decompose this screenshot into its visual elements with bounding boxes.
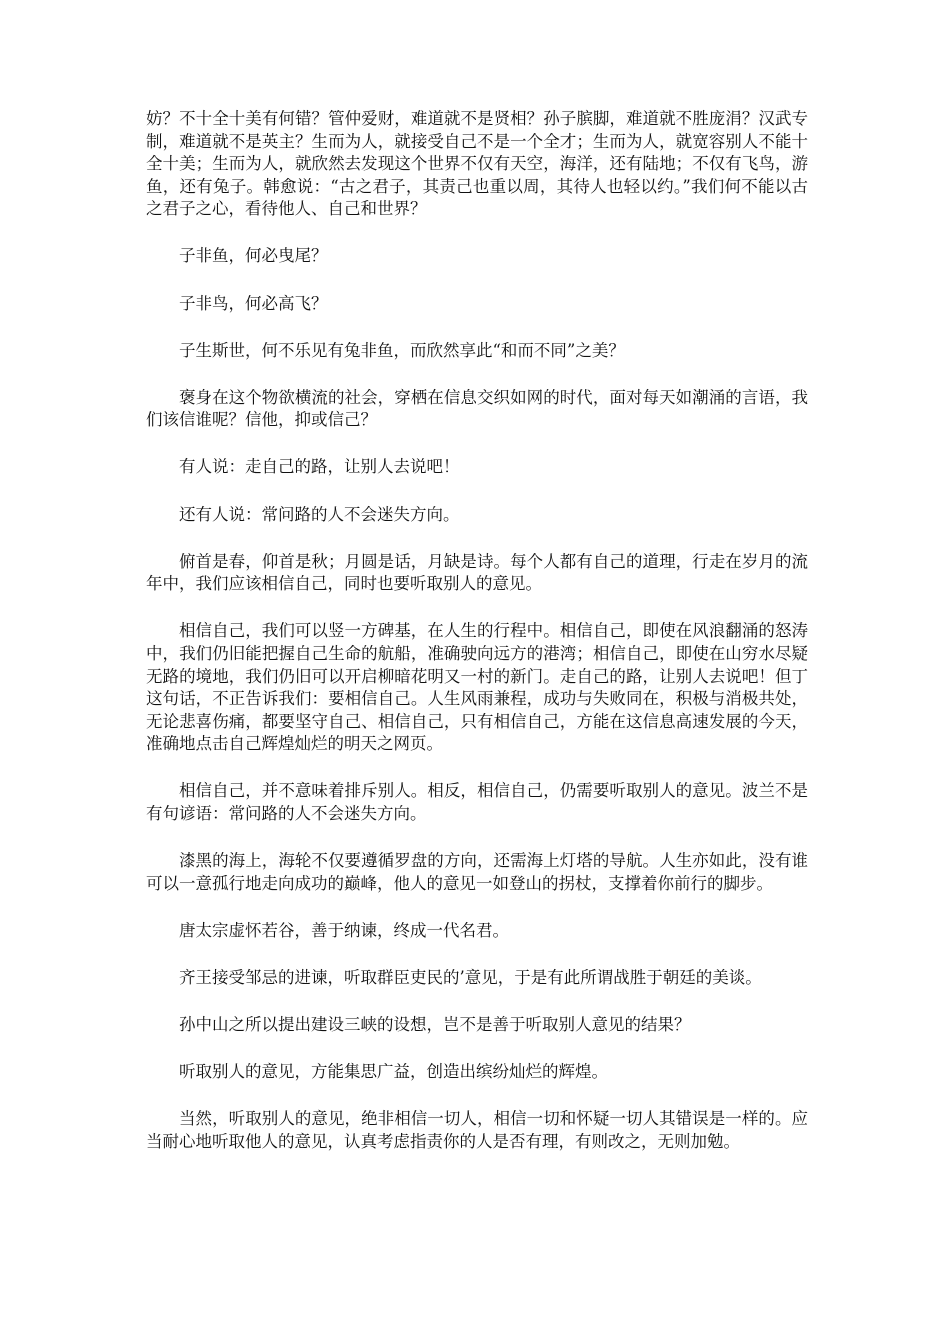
paragraph-3: 子非鸟，何必高飞？ (179, 293, 328, 313)
paragraph-14: 孙中山之所以提出建设三峡的设想，岂不是善于听取别人意见的结果？ (179, 1014, 691, 1034)
paragraph-8: 俯首是春，仰首是秋；月圆是话，月缺是诗。每个人都有自己的道理，行走在岁月的流年中，我们应该相信自己，同时也要听取别人的意见。 (146, 551, 808, 594)
paragraph-7: 还有人说：常问路的人不会迷失方向。 (179, 504, 460, 524)
document-page (146, 108, 808, 1178)
paragraph-11: 漆黑的海上，海轮不仅要遵循罗盘的方向，还需海上灯塔的导航。人生亦如此，没有谁可以一意孤行地走向成功的巅峰，他人的意见一如登山的拐杖，支撑着你前行的脚步。 (146, 851, 808, 893)
paragraph-1: 妨？不十全十美有何错？管仲爱财，难道就不是贤相？孙子膑脚，难道就不胜庞涓？汉武专制，难道就不是英主？生而为人，就接受自己不是一个全才；生而为人，就宽容别人不能十全十美；生而为人，就欣然去发现这个世界不仅有天空，海洋，还有陆地；不仅有飞鸟，游鱼，还有兔子。韩愈说：“古之君子，其责己也重以周，其待人也轻以约。”我们何不能以古之君子之心，看待他人、自己和世界？ (146, 109, 808, 219)
paragraph-16: 当然，听取别人的意见，绝非相信一切人，相信一切和怀疑一切人其错误是一样的。应当耐心地听取他人的意见，认真考虑指责你的人是否有理，有则改之，无则加勉。 (146, 1109, 808, 1151)
paragraph-12: 唐太宗虚怀若谷，善于纳谏，终成一代名君。 (179, 920, 509, 940)
paragraph-10: 相信自己，并不意味着排斥别人。相反，相信自己，仍需要听取别人的意见。波兰不是有句谚语：常问路的人不会迷失方向。 (146, 781, 808, 823)
paragraph-6: 有人说：走自己的路，让别人去说吧！ (179, 457, 460, 477)
paragraph-15: 听取别人的意见，方能集思广益，创造出缤纷灿烂的辉煌。 (179, 1062, 608, 1082)
paragraph-5: 褒身在这个物欲横流的社会，穿栖在信息交织如网的时代，面对每天如潮涌的言语，我们该信谁呢？信他，抑或信己？ (146, 387, 808, 430)
paragraph-13: 齐王接受邹忌的进谏，听取群臣吏民的’意见，于是有此所谓战胜于朝廷的美谈。 (179, 967, 762, 987)
paragraph-4: 子生斯世，何不乐见有兔非鱼，而欣然享此“和而不同”之美？ (179, 340, 625, 360)
paragraph-9: 相信自己，我们可以竖一方碑基，在人生的行程中。相信自己，即使在风浪翻涌的怒涛中，我们仍旧能把握自己生命的航船，准确驶向远方的港湾；相信自己，即使在山穷水尽疑无路的境地，我们仍旧可以开启柳暗花明又一村的新门。走自己的路，让别人去说吧！但丁这句话，不正告诉我们：要相信自己。人生风雨兼程，成功与失败同在，积极与消极共处，无论悲喜伤痛，都要坚守自己、相信自己，只有相信自己，方能在这信息高速发展的今天，准确地点击自己辉煌灿烂的明天之网页。 (146, 621, 808, 754)
paragraph-2: 子非鱼，何必曳尾？ (179, 246, 328, 266)
